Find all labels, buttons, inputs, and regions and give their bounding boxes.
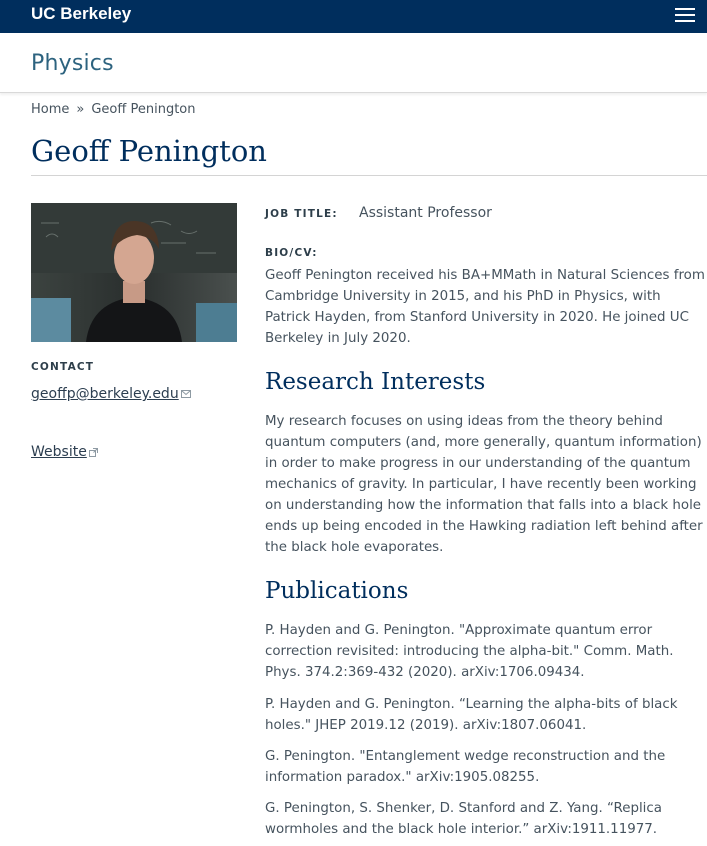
envelope-icon [181,390,191,398]
breadcrumb [31,102,195,117]
department-bar [0,33,707,93]
page-title: Geoff Penington [31,134,267,168]
bio-text: Geoff Penington received his BA+MMath in Natural Sciences from Cambridge University in 2015, and his PhD in Physics, with Patrick Hayden, from Stanford University in 2020. He joined UC Berkeley in July 2020. [265,268,705,346]
profile-photo [31,203,237,342]
contact-label: CONTACT [31,361,95,373]
title-divider [31,175,707,176]
job-title-value: Assistant Professor [359,205,492,221]
research-text: My research focuses on using ideas from the theory behind quantum computers (and, more generally, quantum information) in order to make progress in our understanding of the quantum mechanics of gravity. In particular, I have recently been working on understanding how the information that falls into a black hole ends up being encoded in the Hawking radiation left behind after the black hole evaporates. [265,414,703,555]
external-link-icon [89,448,98,457]
breadcrumb-separator: » [76,102,85,117]
hamburger-menu-icon[interactable] [675,7,695,23]
bio-label: BIO/CV: [265,247,318,259]
job-title-label: JOB TITLE: [265,208,338,220]
breadcrumb-home-link[interactable]: Home [31,102,70,117]
department-title-link[interactable]: Physics [31,51,114,76]
publications-heading: Publications [265,578,409,604]
brand-logo[interactable]: UC Berkeley [31,4,132,23]
website-link[interactable] [31,444,98,460]
breadcrumb-current: Geoff Penington [91,102,196,117]
publication-item: P. Hayden and G. Penington. “Learning the alpha-bits of black holes." JHEP 2019.12 (2019). arXiv:1807.06041. [265,697,678,733]
research-heading: Research Interests [265,369,486,395]
top-bar [0,0,707,33]
publication-item: P. Hayden and G. Penington. "Approximate quantum error correction revisited: introducing the alpha-bit." Comm. Math. Phys. 374.2:369-432 (2020). arXiv:1706.09434. [265,623,674,680]
website-text: Website [31,444,87,460]
publication-item: G. Penington. "Entanglement wedge reconstruction and the information paradox." arXiv:1905.08255. [265,749,666,785]
email-link[interactable] [31,386,191,402]
publication-item: G. Penington, S. Shenker, D. Stanford and Z. Yang. “Replica wormholes and the black hole interior.” arXiv:1911.11977. [265,801,662,837]
email-text: geoffp@berkeley.edu [31,386,179,402]
